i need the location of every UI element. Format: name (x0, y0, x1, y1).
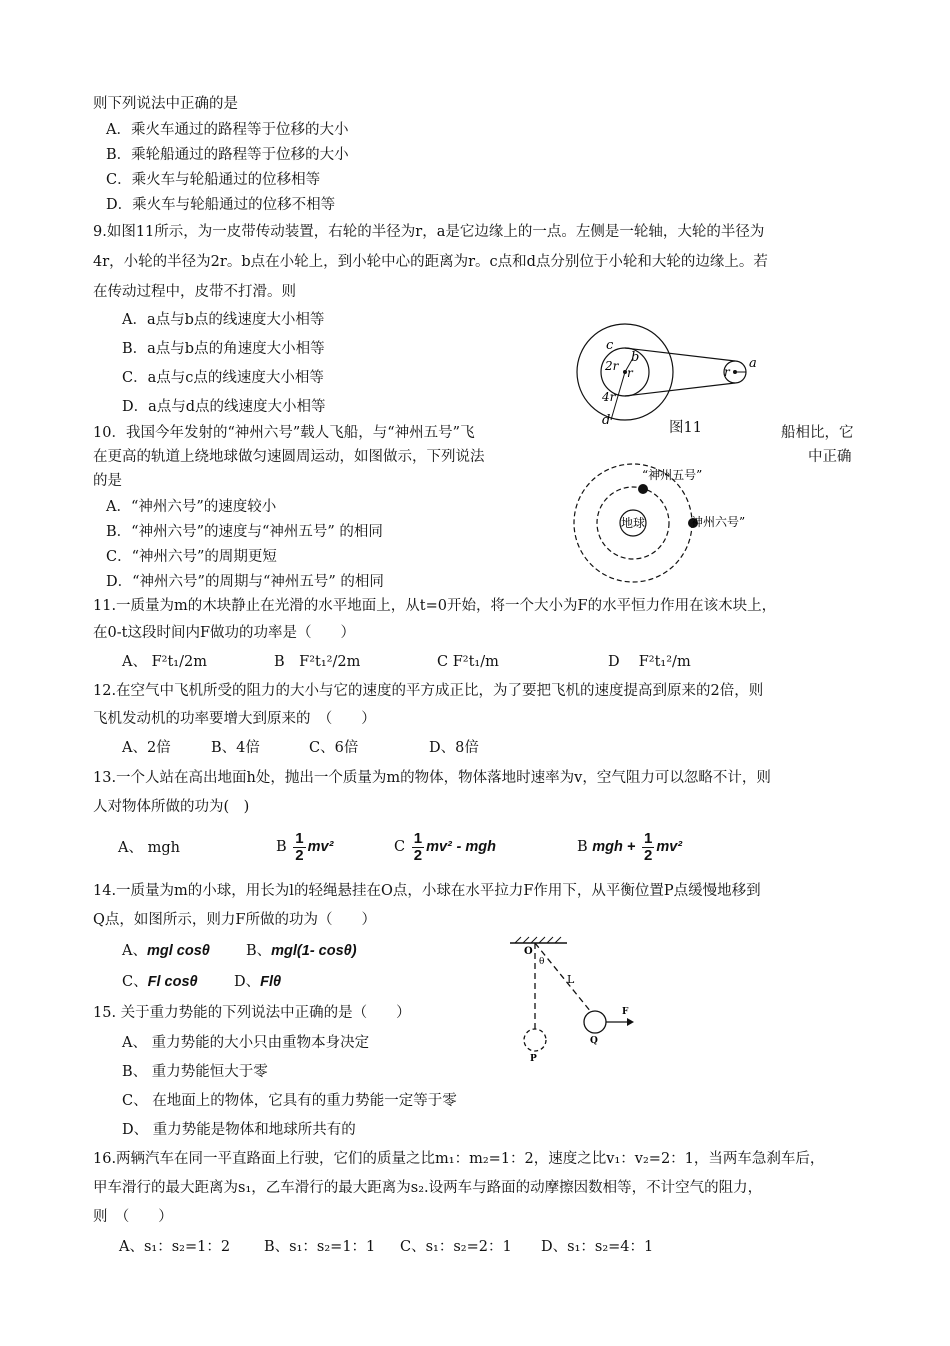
q14-option-a-letter: A、 (122, 943, 147, 959)
q14-option-d-letter: D、 (234, 974, 261, 990)
q14-line1: 14.一质量为m的小球，用长为l的轻绳悬挂在O点，小球在水平拉力F作用下，从平衡位置P点缓慢地移到 (93, 883, 761, 899)
q15-stem: 15. 关于重力势能的下列说法中正确的是（ ） (93, 1005, 411, 1021)
ball-q (584, 1011, 606, 1033)
q12-option-c: C、6倍 (309, 740, 359, 756)
q13-b-num: 1 (295, 829, 304, 847)
force-arrowhead (627, 1018, 634, 1026)
angled-rope (535, 943, 591, 1012)
q8-stem: 则下列说法中正确的是 (93, 96, 238, 112)
q14-option-c-expr: Fl cosθ (147, 974, 198, 990)
label-o: O (524, 946, 533, 957)
figure-11-caption: 图11 (669, 420, 702, 436)
label-p: P (530, 1054, 537, 1064)
label-q: Q (590, 1036, 598, 1046)
ship5-dot (638, 484, 648, 494)
ball-p (524, 1029, 546, 1051)
q11-option-a: A、 F²t₁/2m (122, 654, 207, 670)
label-2r: 2r (605, 359, 619, 373)
q9-line3: 在传动过程中，皮带不打滑。则 (93, 284, 296, 300)
q12-line1: 12.在空气中飞机所受的阻力的大小与它的速度的平方成正比，为了要把飞机的速度提高到原来的2倍，则 (93, 683, 764, 699)
label-a: a (749, 356, 757, 371)
q14-option-b-letter: B、 (246, 943, 272, 959)
ship6-label: 神州六号” (691, 515, 746, 529)
q13-d-mv2: mv² (656, 839, 683, 855)
q10-line3: 的是 (93, 473, 122, 489)
q14-option-c-letter: C、 (122, 974, 148, 990)
q16-option-d: D、s₁：s₂=4：1 (541, 1239, 654, 1255)
q9-option-b: B．a点与b点的角速度大小相等 (122, 341, 325, 357)
q16-line2: 甲车滑行的最大距离为s₁，乙车滑行的最大距离为s₂.设两车与路面的动摩擦因数相等，不计空气的阻力， (93, 1180, 763, 1196)
label-r-small: r (724, 365, 730, 379)
q13-c-fraction (412, 831, 424, 864)
q15-option-c: C、 在地面上的物体，它具有的重力势能一定等于零 (122, 1093, 457, 1109)
q16-option-a: A、s₁：s₂=1：2 (119, 1239, 231, 1255)
q14-option-d-expr: Flθ (260, 974, 282, 990)
q13-option-b (276, 827, 333, 867)
q11-option-c: C F²t₁/m (437, 654, 499, 670)
q12-option-b: B、4倍 (211, 740, 260, 756)
label-l: L (567, 973, 575, 986)
q13-d-den: 2 (643, 846, 653, 864)
q10-option-d: D．“神州六号”的周期与“神州五号” 的相同 (106, 574, 384, 590)
q15-option-b: B、 重力势能恒大于零 (122, 1064, 268, 1080)
q14-option-b-expr: mgl(1- cosθ) (271, 943, 357, 959)
q8-option-d: D．乘火车与轮船通过的位移不相等 (106, 197, 336, 213)
label-d: d (602, 413, 611, 428)
q11-line2: 在0-t这段时间内F做功的功率是（ ） (93, 625, 356, 641)
label-b: b (631, 350, 640, 365)
q13-d-fraction (642, 831, 654, 864)
q9-option-c: C．a点与c点的线速度大小相等 (122, 370, 324, 386)
q16-option-b: B、s₁：s₂=1：1 (264, 1239, 376, 1255)
earth-label: 地球 (621, 516, 646, 530)
q11-line1: 11.一质量为m的木块静止在光滑的水平地面上，从t=0开始，将一个大小为F的水平恒力作用在该木块上， (93, 598, 777, 614)
pendulum-figure (505, 935, 645, 1065)
q13-c-den: 2 (413, 846, 423, 864)
q13-c-num: 1 (413, 829, 423, 847)
q12-line2: 飞机发动机的功率要增大到原来的 （ ） (93, 711, 376, 727)
ship5-label: “神州五号” (642, 468, 703, 482)
q14-option-d (234, 972, 281, 992)
q14-option-c (122, 972, 198, 992)
q10-line1-left: 10．我国今年发射的“神州六号”载人飞船，与“神州五号”飞 (93, 425, 475, 441)
label-f: F (622, 1007, 629, 1017)
q8-option-b: B．乘轮船通过的路程等于位移的大小 (106, 147, 349, 163)
q13-option-d (577, 827, 682, 867)
q8-option-c: C．乘火车与轮船通过的位移相等 (106, 172, 321, 188)
q13-d-num: 1 (643, 829, 653, 847)
q9-line1: 9.如图11所示，为一皮带传动装置，右轮的半径为r，a是它边缘上的一点。左侧是一轮轴，大轮的半径为 (93, 224, 765, 240)
q8-option-a: A．乘火车通过的路程等于位移的大小 (106, 122, 349, 138)
orbit-figure (570, 460, 780, 585)
label-c: c (606, 338, 614, 353)
q11-option-b: B F²t₁²/2m (274, 654, 361, 670)
q10-option-a: A．“神州六号”的速度较小 (106, 499, 277, 515)
q9-line2: 4r，小轮的半径为2r。b点在小轮上，到小轮中心的距离为r。c点和d点分别位于小轮和大轮的边缘上。若 (93, 254, 768, 270)
q13-b-fraction (293, 831, 305, 864)
q14-option-a-expr: mgl cosθ (146, 943, 210, 959)
label-4r: 4r (602, 390, 616, 404)
q14-option-b (246, 941, 357, 961)
q13-option-c-letter: C (394, 839, 406, 855)
q13-option-c (394, 827, 496, 867)
q13-line2: 人对物体所做的功为( ) (93, 799, 250, 815)
q13-option-d-letter: B (577, 839, 588, 855)
q14-line2: Q点，如图所示，则力F所做的功为（ ） (93, 912, 376, 928)
q16-option-c: C、s₁：s₂=2：1 (400, 1239, 512, 1255)
q10-line2-right: 中正确 (808, 449, 852, 465)
q9-option-a: A．a点与b点的线速度大小相等 (122, 312, 325, 328)
q15-option-a: A、 重力势能的大小只由重物本身决定 (122, 1035, 370, 1051)
q16-line1: 16.两辆汽车在同一平直路面上行驶，它们的质量之比m₁：m₂=1：2，速度之比v₁：v₂=2：1，当两车急刹车后， (93, 1151, 825, 1167)
q10-line1-right: 船相比，它 (781, 425, 854, 441)
q16-line3: 则 （ ） (93, 1209, 173, 1225)
q13-d-mgh-plus: mgh + (592, 839, 636, 855)
q13-b-mv2: mv² (307, 839, 334, 855)
q12-option-d: D、8倍 (429, 740, 479, 756)
q13-c-mv2: mv² (426, 839, 452, 855)
q13-c-minus-mgh: - mgh (456, 839, 496, 855)
q10-option-b: B．“神州六号”的速度与“神州五号” 的相同 (106, 524, 383, 540)
q13-option-b-letter: B (276, 839, 287, 855)
right-axle (733, 370, 737, 374)
q11-option-d: D F²t₁²/m (608, 654, 691, 670)
q13-b-den: 2 (295, 846, 304, 864)
q14-option-a (122, 941, 210, 961)
q15-option-d: D、 重力势能是物体和地球所共有的 (122, 1122, 356, 1138)
q13-option-a: A、 mgh (118, 840, 180, 856)
q12-option-a: A、2倍 (122, 740, 171, 756)
q9-option-d: D．a点与d点的线速度大小相等 (122, 399, 326, 415)
q10-option-c: C．“神州六号”的周期更短 (106, 549, 277, 565)
label-theta: θ (539, 957, 545, 967)
q10-line2-left: 在更高的轨道上绕地球做匀速圆周运动，如图做示，下列说法 (93, 449, 485, 465)
q13-line1: 13.一个人站在高出地面h处，抛出一个质量为m的物体，物体落地时速率为v，空气阻力可以忽略不计，则 (93, 770, 771, 786)
label-r-center: r (627, 366, 633, 380)
